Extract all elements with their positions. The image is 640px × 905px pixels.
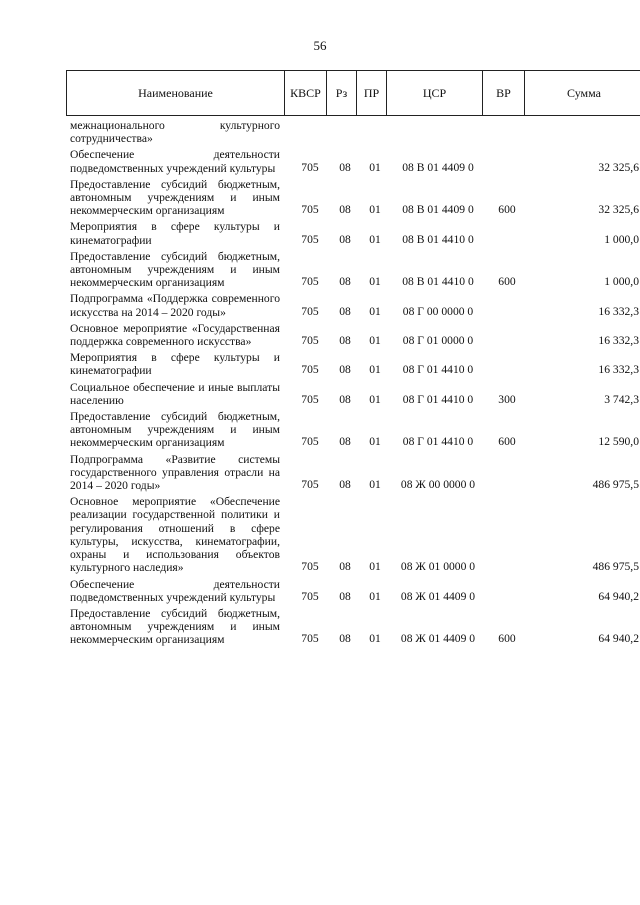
- row-csr: 08 Ж 01 4409 0: [400, 632, 476, 646]
- row-csr: 08 Г 01 4410 0: [402, 363, 474, 377]
- row-kvsr: 705: [301, 275, 319, 289]
- row-name: Предоставление субсидий бюджетным, автономным учреждениям и иным некоммерческим организациям: [70, 177, 280, 218]
- row-vr: 300: [498, 392, 516, 406]
- row-sum: 486 975,5: [592, 560, 639, 574]
- row-csr: 08 В 01 4409 0: [402, 203, 474, 217]
- row-vr: 600: [498, 203, 516, 217]
- row-name: Основное мероприятие «Государственная поддержка современного искусства»: [70, 321, 280, 349]
- row-sum: 32 325,6: [598, 160, 639, 174]
- table-row: [66, 380, 640, 409]
- column-header-csr: ЦСР: [387, 71, 483, 115]
- row-csr: 08 В 01 4410 0: [402, 232, 474, 246]
- row-pr: 01: [369, 632, 381, 646]
- row-kvsr: 705: [301, 435, 319, 449]
- row-pr: 01: [369, 203, 381, 217]
- table-row: [66, 177, 640, 220]
- row-csr: 08 В 01 4409 0: [402, 160, 474, 174]
- row-kvsr: 705: [301, 363, 319, 377]
- row-pr: 01: [369, 589, 381, 603]
- table-row: [66, 494, 640, 576]
- table-row: [66, 409, 640, 452]
- row-csr: 08 Ж 00 0000 0: [400, 478, 476, 492]
- column-header-rz: Рз: [327, 71, 357, 115]
- table-row: [66, 350, 640, 379]
- row-csr: 08 Ж 01 0000 0: [400, 560, 476, 574]
- row-pr: 01: [369, 392, 381, 406]
- row-sum: 16 332,3: [598, 304, 639, 318]
- row-sum: 486 975,5: [592, 478, 639, 492]
- row-name: Предоставление субсидий бюджетным, автономным учреждениям и иным некоммерческим организациям: [70, 606, 280, 647]
- row-sum: 1 000,0: [604, 275, 639, 289]
- row-name: Социальное обеспечение и иные выплаты населению: [70, 380, 280, 407]
- row-rz: 08: [339, 304, 351, 318]
- row-rz: 08: [339, 435, 351, 449]
- row-pr: 01: [369, 363, 381, 377]
- row-pr: 01: [369, 435, 381, 449]
- row-csr: 08 Г 01 4410 0: [402, 392, 474, 406]
- row-vr: 600: [498, 275, 516, 289]
- row-rz: 08: [339, 275, 351, 289]
- row-name: Мероприятия в сфере культуры и кинематографии: [70, 351, 280, 378]
- table-row: [66, 291, 640, 320]
- table-row: [66, 606, 640, 649]
- row-kvsr: 705: [301, 203, 319, 217]
- row-sum: 16 332,3: [598, 363, 639, 377]
- column-header-sum: Сумма: [567, 85, 601, 100]
- table-row: [66, 452, 640, 495]
- row-kvsr: 705: [301, 160, 319, 174]
- row-rz: 08: [339, 232, 351, 246]
- row-kvsr: 705: [301, 478, 319, 492]
- row-name: Основное мероприятие «Обеспечение реализации государственной политики и регулирования отношений в сфере культуры, искусства, кинематографии, охраны и использования объектов культурного наследия»: [70, 495, 280, 575]
- table-row: [66, 321, 640, 350]
- row-kvsr: 705: [301, 632, 319, 646]
- row-rz: 08: [339, 363, 351, 377]
- row-vr: 600: [498, 632, 516, 646]
- row-name: Мероприятия в сфере культуры и кинематографии: [70, 220, 280, 247]
- row-name: межнационального культурного сотрудничества»: [70, 119, 280, 146]
- row-csr: 08 Г 01 4410 0: [402, 435, 474, 449]
- row-pr: 01: [369, 560, 381, 574]
- row-kvsr: 705: [301, 232, 319, 246]
- row-rz: 08: [339, 334, 351, 348]
- row-rz: 08: [339, 632, 351, 646]
- row-rz: 08: [339, 392, 351, 406]
- row-csr: 08 Г 01 0000 0: [402, 334, 474, 348]
- row-kvsr: 705: [301, 392, 319, 406]
- row-rz: 08: [339, 478, 351, 492]
- row-kvsr: 705: [301, 589, 319, 603]
- table-row: [66, 249, 640, 292]
- row-csr: 08 Г 00 0000 0: [402, 304, 474, 318]
- row-rz: 08: [339, 160, 351, 174]
- row-sum: 3 742,3: [604, 392, 639, 406]
- row-name: Подпрограмма «Развитие системы государственного управления отрасли на 2014 – 2020 годы»: [70, 452, 280, 493]
- table-row: [66, 147, 640, 176]
- page-number: 56: [313, 38, 327, 53]
- row-pr: 01: [369, 275, 381, 289]
- row-rz: 08: [339, 560, 351, 574]
- row-name: Обеспечение деятельности подведомственных учреждений культуры: [70, 577, 280, 604]
- row-sum: 32 325,6: [598, 203, 639, 217]
- row-kvsr: 705: [301, 304, 319, 318]
- column-header-pr: ПР: [357, 71, 387, 115]
- row-sum: 12 590,0: [598, 435, 639, 449]
- column-header-kvsr: КВСР: [285, 71, 327, 115]
- row-rz: 08: [339, 203, 351, 217]
- row-sum: 1 000,0: [604, 232, 639, 246]
- table-row: [66, 577, 640, 606]
- column-header-vr: ВР: [483, 71, 525, 115]
- table-row: [66, 118, 640, 147]
- row-name: Подпрограмма «Поддержка современного искусства на 2014 – 2020 годы»: [70, 292, 280, 319]
- row-name: Обеспечение деятельности подведомственных учреждений культуры: [70, 148, 280, 175]
- row-csr: 08 Ж 01 4409 0: [400, 589, 476, 603]
- row-kvsr: 705: [301, 560, 319, 574]
- row-sum: 64 940,2: [598, 632, 639, 646]
- row-sum: 16 332,3: [598, 334, 639, 348]
- row-rz: 08: [339, 589, 351, 603]
- row-sum: 64 940,2: [598, 589, 639, 603]
- row-csr: 08 В 01 4410 0: [402, 275, 474, 289]
- row-pr: 01: [369, 160, 381, 174]
- table-row: [66, 219, 640, 248]
- row-vr: 600: [498, 435, 516, 449]
- row-pr: 01: [369, 232, 381, 246]
- column-header-name: Наименование: [67, 71, 285, 115]
- row-pr: 01: [369, 304, 381, 318]
- row-pr: 01: [369, 334, 381, 348]
- row-name: Предоставление субсидий бюджетным, автономным учреждениям и иным некоммерческим организациям: [70, 249, 280, 290]
- row-name: Предоставление субсидий бюджетным, автономным учреждениям и иным некоммерческим организациям: [70, 410, 280, 450]
- table-body: [66, 118, 640, 649]
- row-kvsr: 705: [301, 334, 319, 348]
- row-pr: 01: [369, 478, 381, 492]
- table-header: [66, 70, 640, 116]
